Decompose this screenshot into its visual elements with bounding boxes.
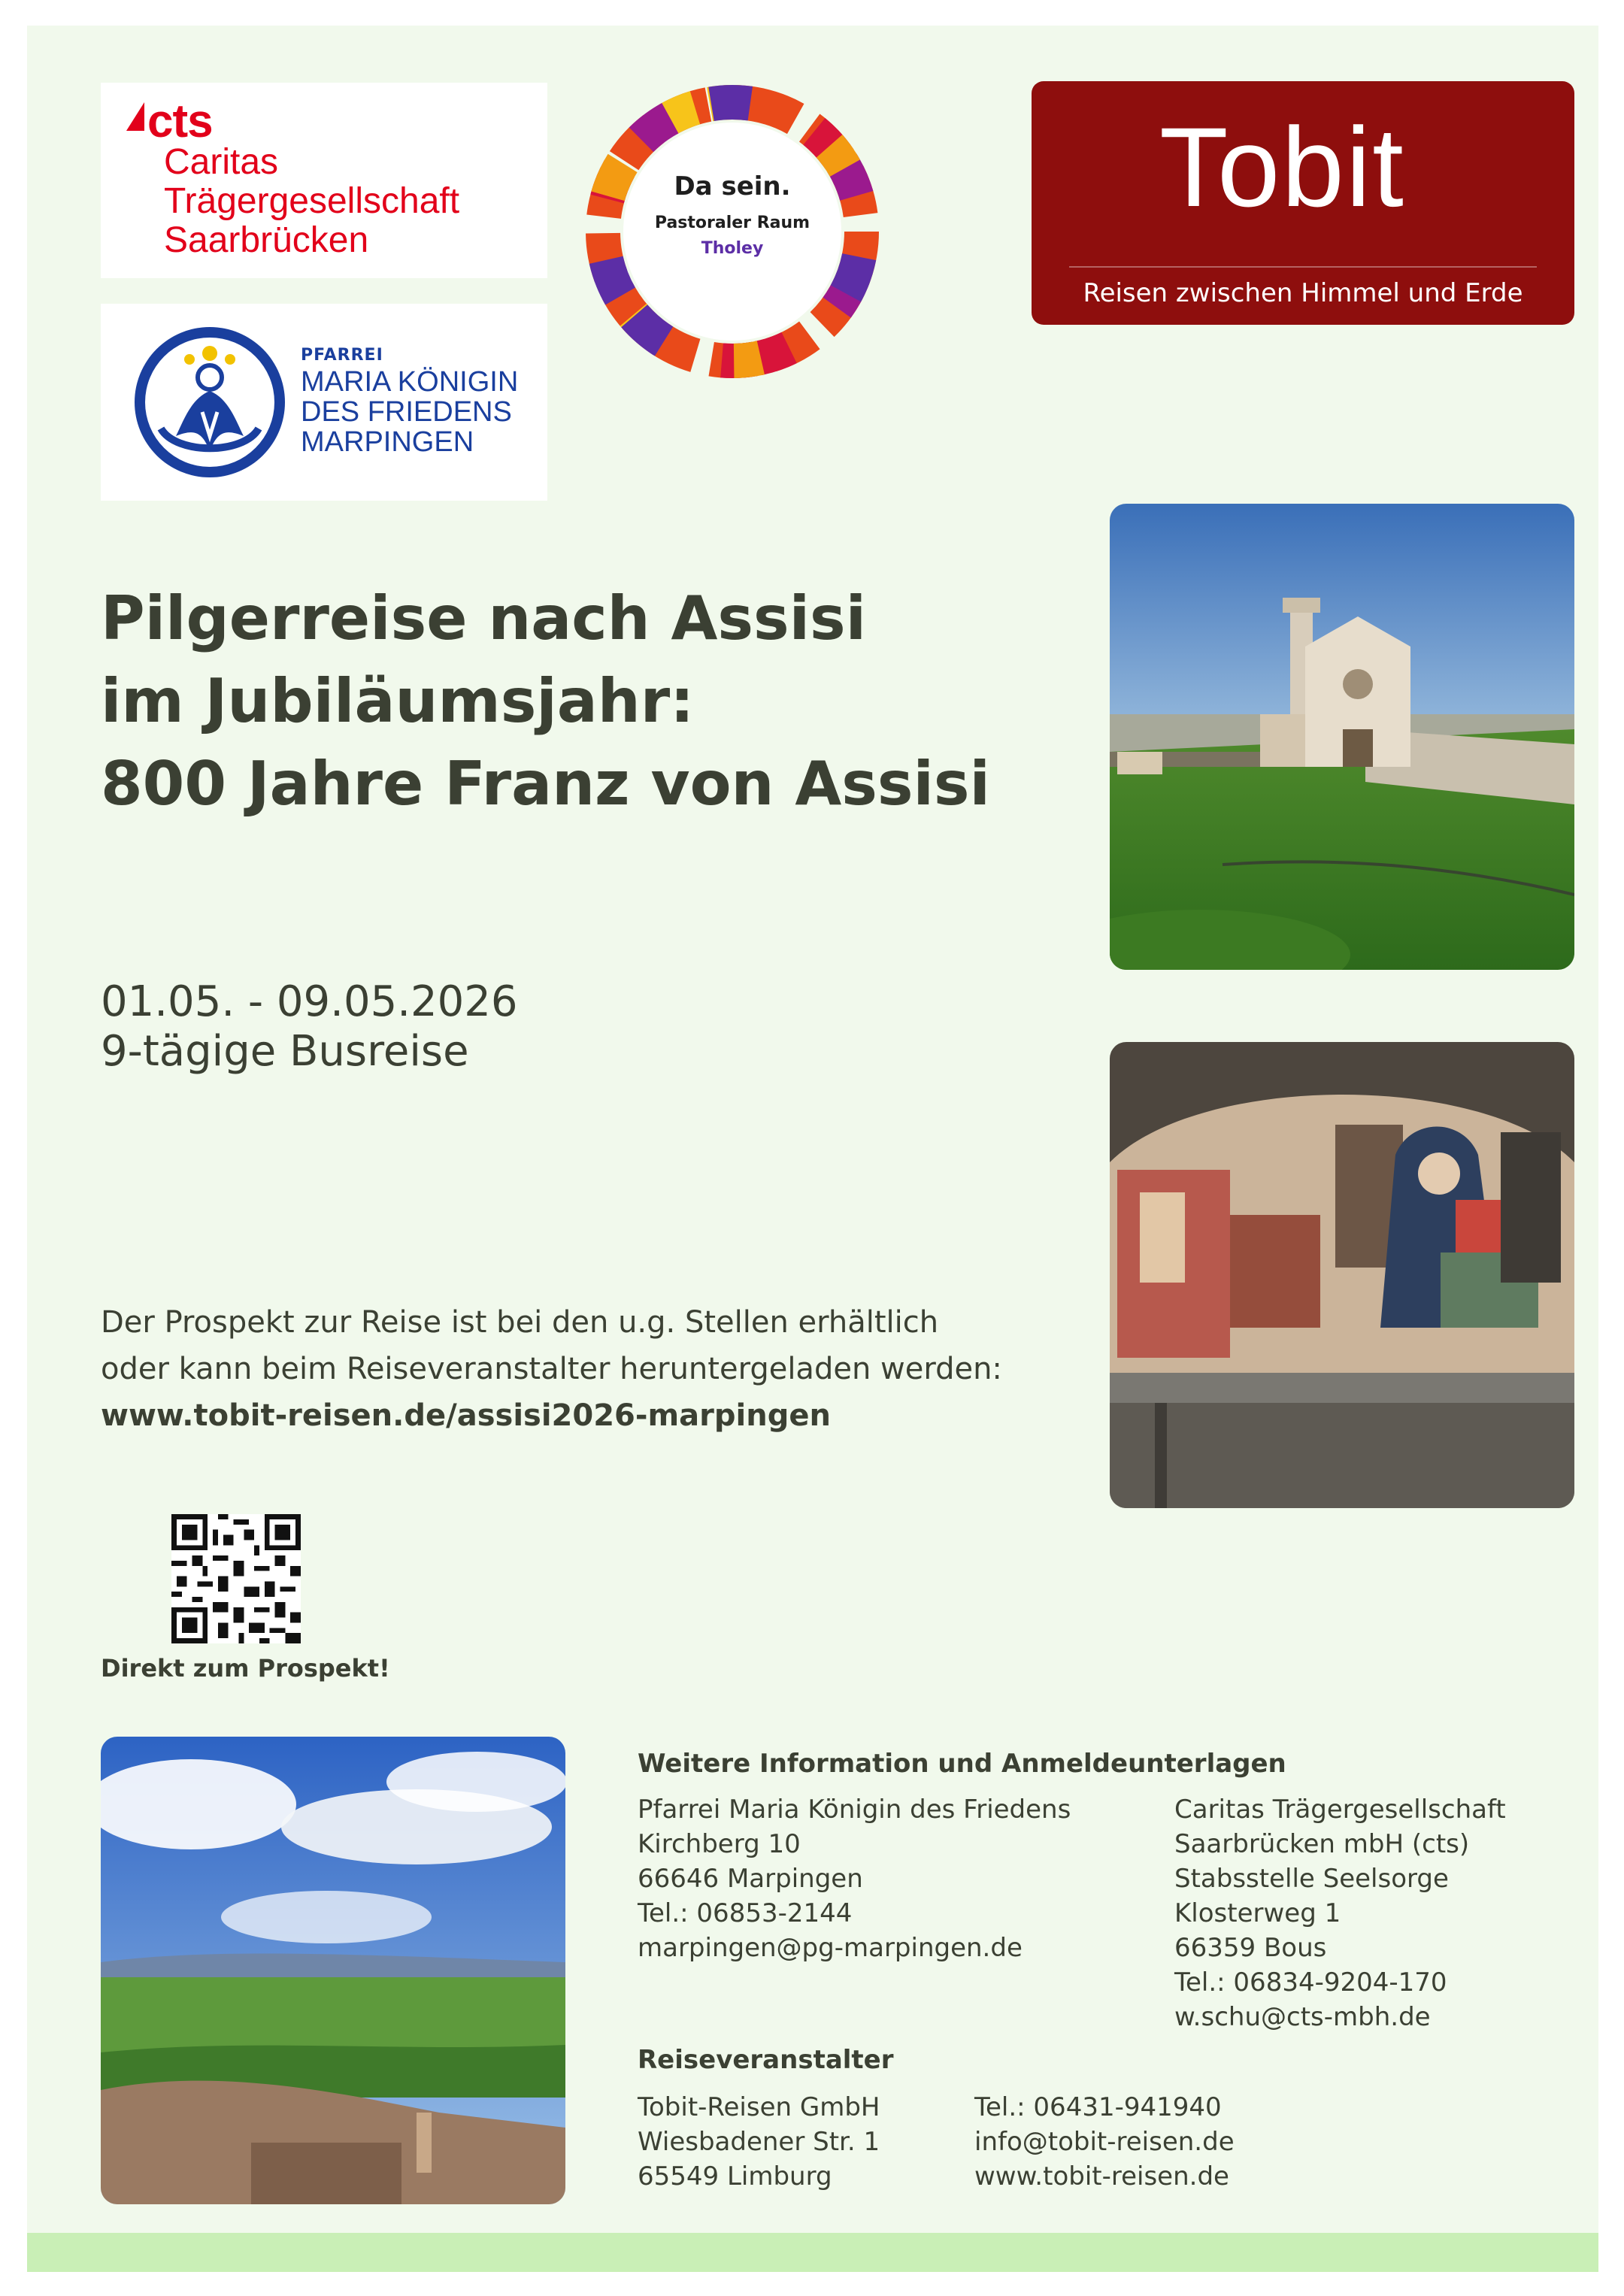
dasein-location: Tholey — [701, 239, 764, 258]
cts-email[interactable]: w.schu@cts-mbh.de — [1174, 2002, 1431, 2032]
organizer-website[interactable]: www.tobit-reisen.de — [974, 2161, 1229, 2191]
parish-contact: Pfarrei Maria Königin des Friedens Kirchberg 10 66646 Marpingen Tel.: 06853-2144 marpingen@pg-marpingen.de — [638, 1792, 1071, 1965]
trip-dates — [101, 977, 518, 1077]
dasein-subtitle: Pastoraler Raum — [654, 214, 810, 232]
dasein-title: Da sein. — [674, 171, 791, 201]
brochure-link[interactable]: www.tobit-reisen.de/assisi2026-marpingen — [101, 1398, 831, 1433]
fresco-photo — [1110, 1042, 1574, 1508]
cts-contact: Caritas Trägergesellschaft Saarbrücken mbH (cts) Stabsstelle Seelsorge Klosterweg 1 66359 Bous Tel.: 06834-9204-170 w.schu@cts-mbh.de — [1174, 1792, 1506, 2034]
organizer-heading: Reiseveranstalter — [638, 2045, 894, 2075]
tobit-wordmark: Tobit — [1159, 104, 1405, 230]
cts-phone: Tel.: 06834-9204-170 — [1174, 1967, 1447, 1998]
parish-email[interactable]: marpingen@pg-marpingen.de — [638, 1933, 1023, 1963]
info-heading: Weitere Information und Anmeldeunterlagen — [638, 1749, 1286, 1779]
cts-name: Caritas Trägergesellschaft Saarbrücken — [164, 142, 460, 260]
tobit-tagline: Reisen zwischen Himmel und Erde — [1083, 278, 1523, 308]
qr-label: Direkt zum Prospekt! — [101, 1654, 390, 1683]
tobit-divider — [1069, 266, 1537, 268]
basilica-photo — [1110, 504, 1574, 970]
organizer-phone: Tel.: 06431-941940 — [974, 2092, 1222, 2122]
basilica-image — [1110, 504, 1574, 970]
cts-mark: cts — [147, 95, 213, 147]
page-title: Pilgerreise nach Assisi im Jubiläumsjahr: 800 Jahre Franz von Assisi — [101, 583, 990, 819]
brochure-description: Der Prospekt zur Reise ist bei den u.g. Stellen erhältlich oder kann beim Reiseveranstalter heruntergeladen werden: www.tobit-reisen.de/assisi2026-marpingen — [101, 1299, 1078, 1439]
trip-type: 9-tägige Busreise — [101, 1027, 469, 1076]
parish-name: MARIA KÖNIGIN DES FRIEDENS MARPINGEN — [301, 366, 519, 458]
parish-logo — [101, 304, 547, 501]
parish-emblem-icon — [131, 323, 289, 481]
parish-prefix: PFARREI — [301, 346, 383, 365]
organizer-contact — [974, 2090, 1235, 2194]
landscape-image — [101, 1737, 565, 2204]
fresco-image — [1110, 1042, 1574, 1508]
organizer-email[interactable]: info@tobit-reisen.de — [974, 2127, 1235, 2157]
cts-logo — [101, 83, 547, 278]
parish-phone: Tel.: 06853-2144 — [638, 1898, 853, 1928]
tobit-logo — [1032, 81, 1574, 325]
landscape-photo — [101, 1737, 565, 2204]
organizer-address: Tobit-Reisen GmbH Wiesbadener Str. 1 65549 Limburg — [638, 2092, 880, 2191]
qr-code[interactable] — [171, 1514, 301, 1643]
date-range: 01.05. - 09.05.2026 — [101, 977, 518, 1026]
dasein-logo — [585, 84, 880, 379]
footer-bar — [27, 2233, 1598, 2272]
cts-triangle-icon — [126, 102, 144, 131]
